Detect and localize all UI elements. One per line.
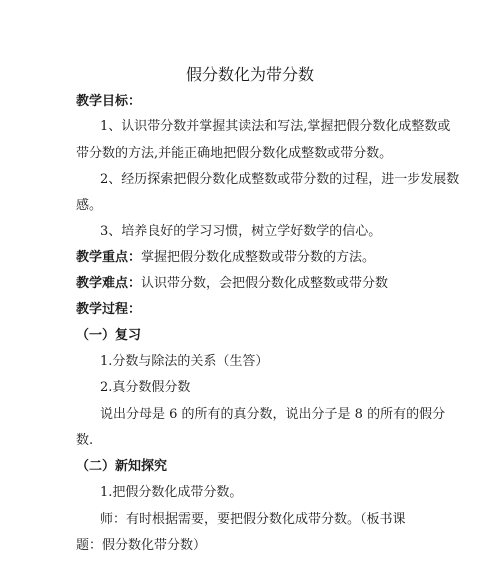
new-item-1: 1.把假分数化成带分数。 xyxy=(100,485,243,500)
section-1-heading: （一）复习 xyxy=(76,328,142,343)
difficulty-text: 认识带分数，会把假分数化成整数或带分数 xyxy=(141,276,389,291)
objective-3: 3、培养良好的学习习惯，树立学好数学的信心。 xyxy=(100,224,382,239)
review-item-1: 1.分数与除法的关系（生答） xyxy=(100,354,269,369)
difficulty-line xyxy=(76,275,388,293)
document-title: 假分数化为带分数 xyxy=(185,65,314,84)
objective-2-line-2: 感。 xyxy=(76,198,103,213)
key-point-text: 掌握把假分数化成整数或带分数的方法。 xyxy=(141,250,376,265)
process-heading: 教学过程： xyxy=(76,302,142,317)
objective-1-line-1: 1、认识带分数并掌握其读法和写法,掌握把假分数化成整数或 xyxy=(100,119,451,134)
objective-2-line-1: 2、经历探索把假分数化成整数或带分数的过程，进一步发展数 xyxy=(100,172,460,187)
key-point-line xyxy=(76,249,375,267)
teacher-line-1: 师：有时根据需要，要把假分数化成带分数。（板书课 xyxy=(100,512,406,527)
review-task-line-1: 说出分母是 6 的所有的真分数，说出分子是 8 的所有的假分 xyxy=(100,407,446,422)
section-2-heading: （二）新知探究 xyxy=(76,459,168,474)
difficulty-label: 教学难点： xyxy=(76,276,142,291)
teacher-line-2: 题：假分数化带分数） xyxy=(76,538,207,553)
review-item-2: 2.真分数假分数 xyxy=(100,380,191,395)
objective-1-line-2: 带分数的方法,并能正确地把假分数化成整数或带分数。 xyxy=(76,146,393,161)
cut-off-next-line xyxy=(76,559,89,575)
key-point-label: 教学重点： xyxy=(76,250,142,265)
review-task-line-2: 数. xyxy=(76,433,94,448)
objectives-heading: 教学目标： xyxy=(76,94,142,109)
